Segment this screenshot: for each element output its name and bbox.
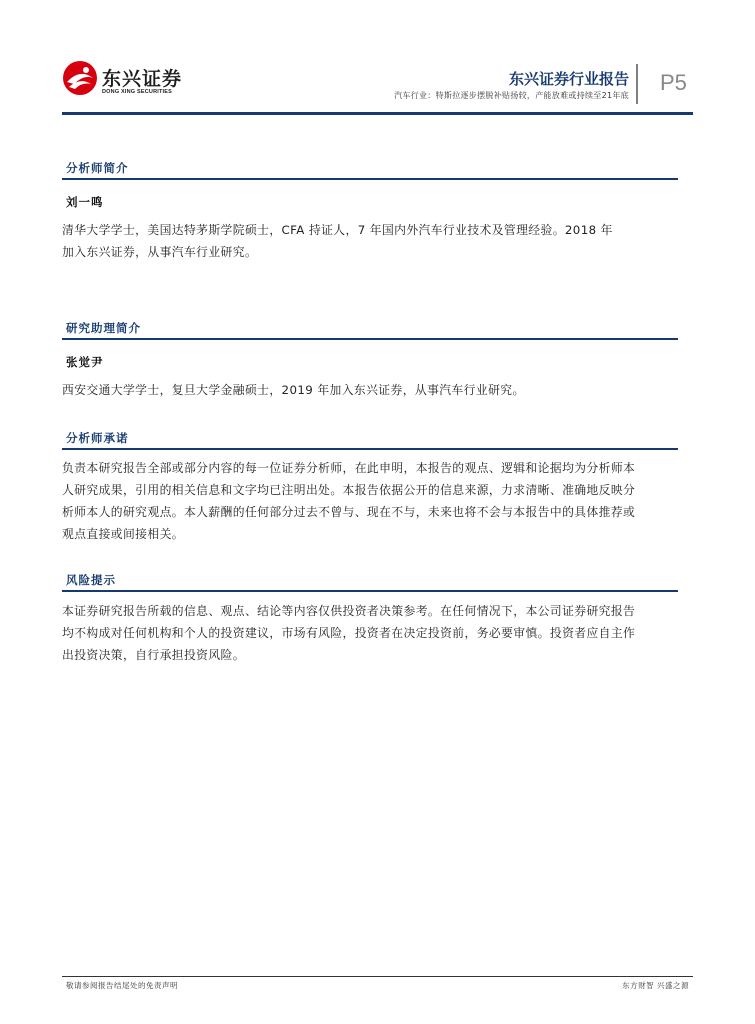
risk-text bbox=[62, 600, 702, 666]
company-logo bbox=[62, 60, 192, 108]
section-rule bbox=[62, 178, 678, 180]
brand-name-cn: 东兴证券 bbox=[102, 68, 183, 90]
analyst-bio bbox=[62, 219, 702, 263]
brand-name-en: DONG XING SECURITIES bbox=[102, 89, 173, 95]
page-number: P5 bbox=[660, 70, 687, 95]
logo-mark-icon bbox=[62, 60, 98, 96]
section-rule bbox=[62, 590, 678, 592]
risk-line: 本证券研究报告所载的信息、观点、结论等内容仅供投资者决策参考。在任何情况下，本公司证券研究报告 bbox=[62, 604, 636, 618]
commitment-line: 人研究成果，引用的相关信息和文字均已注明出处。本报告依据公开的信息来源，力求清晰、准确地反映分 bbox=[62, 483, 636, 497]
header-rule bbox=[62, 112, 693, 115]
analyst-bio-line: 加入东兴证券，从事汽车行业研究。 bbox=[62, 245, 258, 259]
footer-slogan: 东方财智 兴盛之源 bbox=[622, 981, 689, 990]
report-subtitle: 汽车行业：特斯拉逐步摆脱补贴扬较，产能放难或持续至21年底 bbox=[394, 91, 629, 100]
section-rule bbox=[62, 338, 678, 340]
commitment-line: 观点直接或间接相关。 bbox=[62, 527, 184, 541]
commitment-text bbox=[62, 457, 702, 545]
assistant-bio bbox=[62, 379, 702, 401]
section-heading-risk: 风险提示 bbox=[66, 573, 116, 587]
section-heading-analyst: 分析师简介 bbox=[66, 161, 129, 175]
commitment-line: 析师本人的研究观点。本人薪酬的任何部分过去不曾与、现在不与，未来也将不会与本报告中的具体推荐或 bbox=[62, 505, 636, 519]
footer-rule bbox=[62, 976, 693, 977]
page-header bbox=[0, 0, 755, 118]
footer-disclaimer-note: 敬请参阅报告结尾处的免责声明 bbox=[66, 981, 178, 990]
report-type-title: 东兴证券行业报告 bbox=[508, 70, 629, 88]
analyst-bio-line: 清华大学学士，美国达特茅斯学院硕士，CFA 持证人，7 年国内外汽车行业技术及管理经验。2018 年 bbox=[62, 223, 613, 237]
section-heading-commitment: 分析师承诺 bbox=[66, 431, 129, 445]
assistant-name: 张觉尹 bbox=[66, 355, 104, 369]
header-divider bbox=[636, 64, 638, 104]
risk-line: 均不构成对任何机构和个人的投资建议，市场有风险，投资者在决定投资前，务必要审慎。投资者应自主作 bbox=[62, 626, 636, 640]
risk-line: 出投资决策，自行承担投资风险。 bbox=[62, 648, 245, 662]
commitment-line: 负责本研究报告全部或部分内容的每一位证券分析师，在此申明，本报告的观点、逻辑和论据均为分析师本 bbox=[62, 461, 636, 475]
assistant-bio-line: 西安交通大学学士，复旦大学金融硕士，2019 年加入东兴证券，从事汽车行业研究。 bbox=[62, 383, 525, 397]
section-heading-assistant: 研究助理简介 bbox=[66, 321, 141, 335]
analyst-name: 刘一鸣 bbox=[66, 195, 104, 209]
section-rule bbox=[62, 448, 678, 450]
